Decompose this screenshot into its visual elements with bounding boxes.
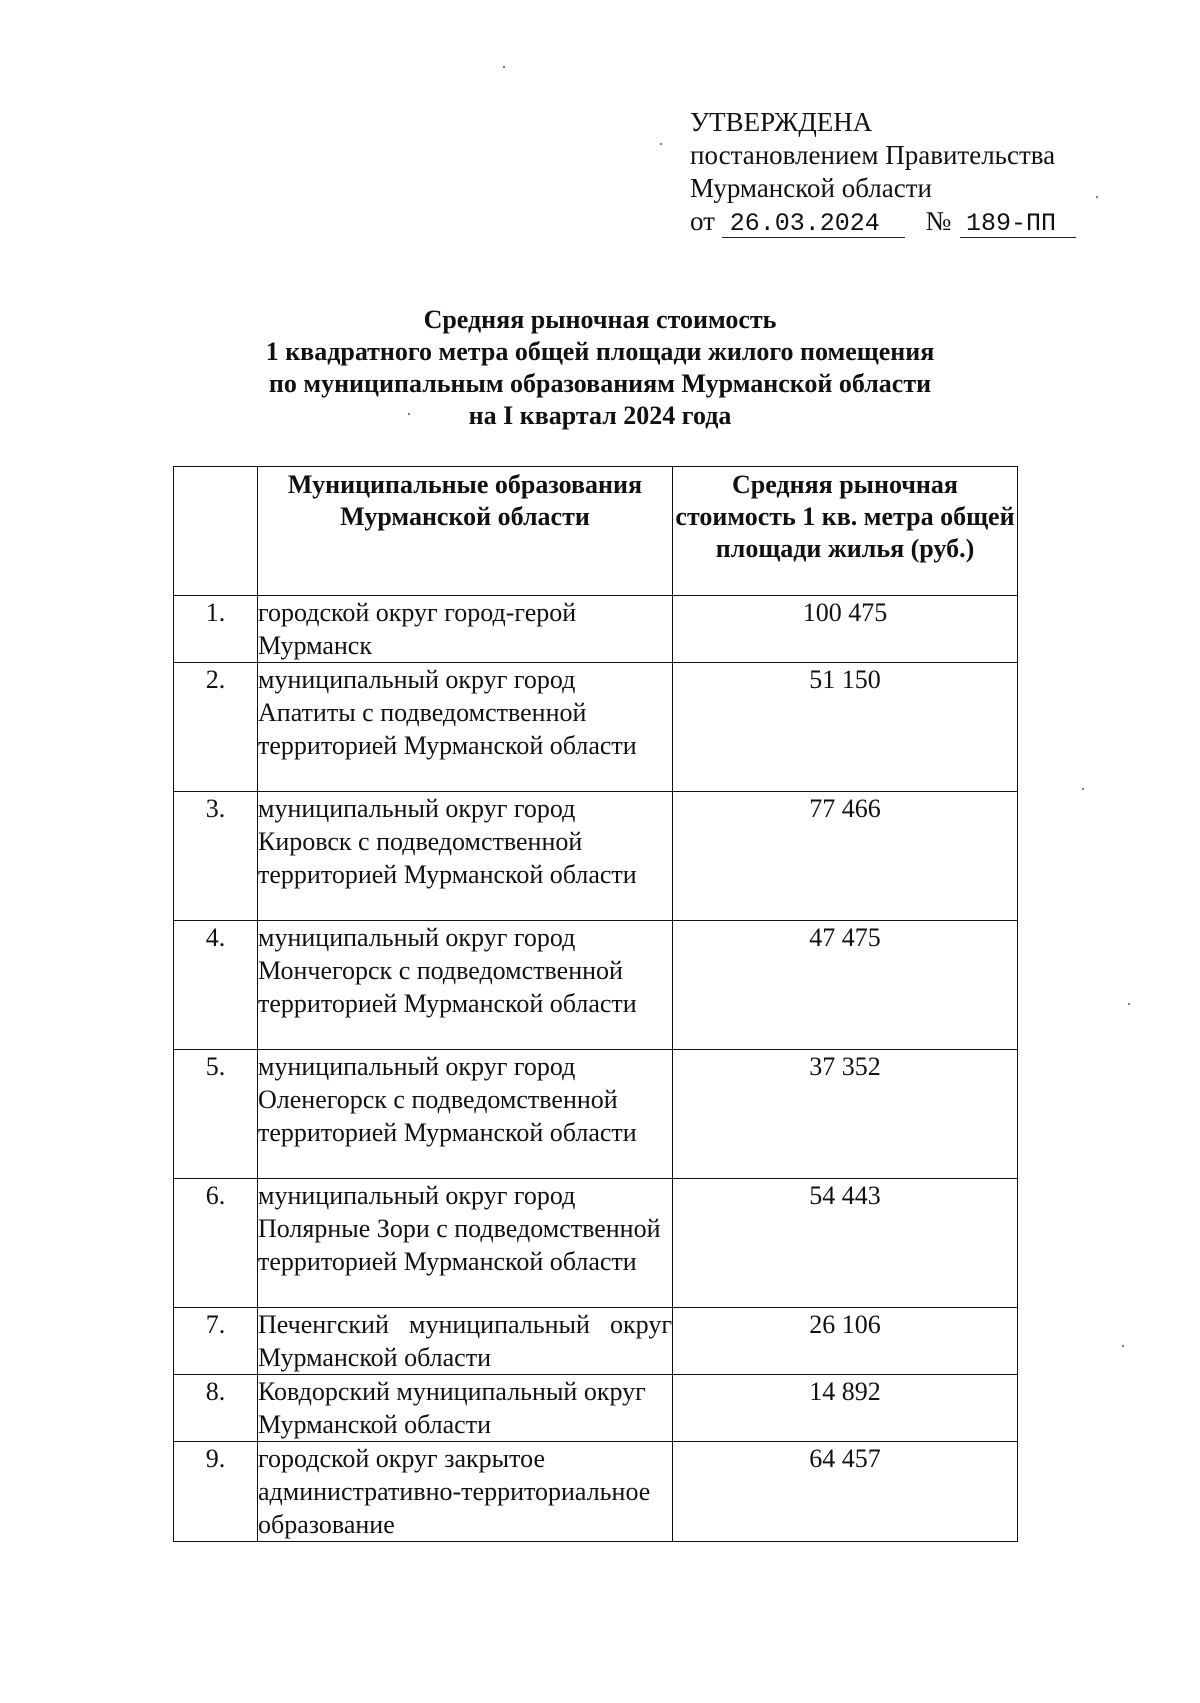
row-number: 2. xyxy=(174,663,258,792)
table-row xyxy=(174,921,1018,1050)
scan-speck xyxy=(408,413,410,415)
row-number: 9. xyxy=(174,1442,258,1542)
table-header-row xyxy=(174,467,1018,596)
resolution-number: 189-ПП xyxy=(960,211,1076,238)
row-municipality: муниципальный округ город Мончегорск с подведомственной территорией Мурманской области xyxy=(258,921,673,1050)
table-row xyxy=(174,1308,1018,1375)
header-price: Средняя рыночная стоимость 1 кв. метра общей площади жилья (руб.) xyxy=(673,467,1018,596)
row-price: 51 150 xyxy=(673,663,1018,792)
row-municipality: муниципальный округ город Оленегорск с подведомственной территорией Мурманской области xyxy=(258,1050,673,1179)
row-municipality: городской округ закрытое административно-территориальное образование xyxy=(258,1442,673,1542)
title-line-1: Средняя рыночная стоимость xyxy=(423,305,777,334)
date-prefix: от xyxy=(690,206,715,236)
row-price: 14 892 xyxy=(673,1375,1018,1442)
price-table xyxy=(173,466,1018,1542)
title-line-4: на I квартал 2024 года xyxy=(468,401,732,430)
document-title xyxy=(0,304,1200,432)
table-row xyxy=(174,1179,1018,1308)
row-municipality: городской округ город-герой Мурманск xyxy=(258,596,673,663)
scan-speck xyxy=(1082,788,1084,790)
row-price: 26 106 xyxy=(673,1308,1018,1375)
table-row xyxy=(174,663,1018,792)
title-line-2: 1 квадратного метра общей площади жилого помещения xyxy=(265,337,935,366)
table-row xyxy=(174,1050,1018,1179)
row-price: 100 475 xyxy=(673,596,1018,663)
title-line-3: по муниципальным образованиям Мурманской области xyxy=(268,369,932,398)
row-price: 77 466 xyxy=(673,792,1018,921)
scan-speck xyxy=(660,143,662,145)
approval-date-line xyxy=(690,205,1076,238)
scan-speck xyxy=(1128,1003,1130,1005)
table-row xyxy=(174,1442,1018,1542)
scan-speck xyxy=(1122,1345,1124,1347)
row-municipality: Печенгский муниципальный округ Мурманской области xyxy=(258,1308,673,1375)
resolution-date: 26.03.2024 xyxy=(722,211,905,238)
row-price: 54 443 xyxy=(673,1179,1018,1308)
table-row xyxy=(174,596,1018,663)
row-price: 37 352 xyxy=(673,1050,1018,1179)
header-number xyxy=(174,467,258,596)
row-number: 8. xyxy=(174,1375,258,1442)
scan-speck xyxy=(503,66,505,68)
row-municipality: муниципальный округ город Кировск с подведомственной территорией Мурманской области xyxy=(258,792,673,921)
row-price: 64 457 xyxy=(673,1442,1018,1542)
approval-stamp xyxy=(690,106,1076,238)
row-municipality: муниципальный округ город Апатиты с подведомственной территорией Мурманской области xyxy=(258,663,673,792)
header-municipality: Муниципальные образования Мурманской области xyxy=(258,467,673,596)
scan-speck xyxy=(1096,196,1098,198)
row-municipality: муниципальный округ город Полярные Зори с подведомственной территорией Мурманской области xyxy=(258,1179,673,1308)
row-number: 4. xyxy=(174,921,258,1050)
approval-line-resolution: постановлением Правительства xyxy=(690,140,1056,170)
number-sign: № xyxy=(925,206,952,236)
row-number: 3. xyxy=(174,792,258,921)
row-municipality: Ковдорский муниципальный округ Мурманской области xyxy=(258,1375,673,1442)
row-number: 1. xyxy=(174,596,258,663)
approval-line-region: Мурманской области xyxy=(690,173,932,203)
row-number: 7. xyxy=(174,1308,258,1375)
row-number: 5. xyxy=(174,1050,258,1179)
row-number: 6. xyxy=(174,1179,258,1308)
approval-heading: УТВЕРЖДЕНА xyxy=(690,107,873,137)
table-row xyxy=(174,1375,1018,1442)
row-price: 47 475 xyxy=(673,921,1018,1050)
table-row xyxy=(174,792,1018,921)
